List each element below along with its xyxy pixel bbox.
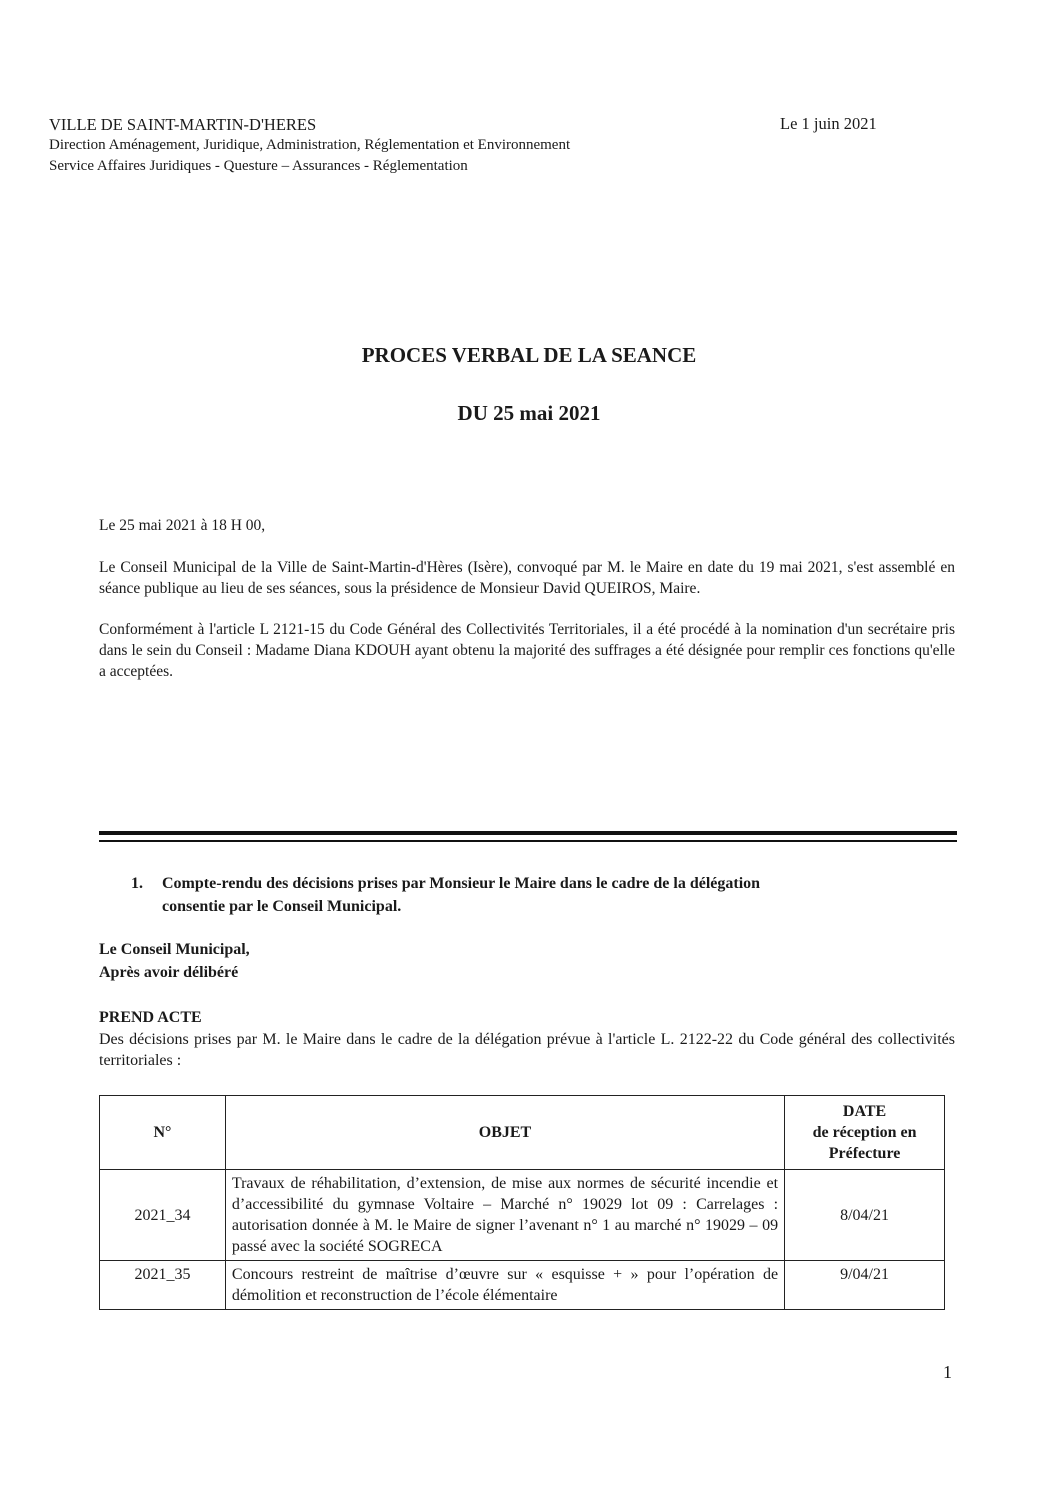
row-objet: Concours restreint de maîtrise d’œuvre sur « esquisse + » pour l’opération de démolition et reconstruction de l’école élémentaire	[225, 1261, 784, 1310]
row-date: 8/04/21	[785, 1170, 945, 1261]
section-title-line-1: Compte-rendu des décisions prises par Monsieur le Maire dans le cadre de la délégation	[162, 875, 761, 892]
section-divider-thin	[99, 840, 957, 842]
col-header-date-line-3: Préfecture	[828, 1145, 901, 1162]
col-header-date-line-1: DATE	[842, 1103, 887, 1120]
city-name: VILLE DE SAINT-MARTIN-D'HERES	[49, 115, 317, 134]
opening-line: Le 25 mai 2021 à 18 H 00,	[99, 517, 266, 534]
row-number: 2021_35	[100, 1261, 226, 1310]
document-title: PROCES VERBAL DE LA SEANCE	[361, 343, 697, 367]
table-row	[100, 1170, 945, 1261]
deliberated-label: Après avoir délibéré	[99, 964, 239, 981]
page-number: 1	[943, 1362, 952, 1382]
intro-paragraph-2: Conformément à l'article L 2121-15 du Code Général des Collectivités Territoriales, il a été procédé à la nomination d'un secrétaire pris dans le sein du Conseil : Madame Diana KDOUH ayant obtenu la majorité des suffrages a été désignée pour remplir ces fonctions qu'elle a acceptées.	[99, 621, 955, 680]
row-objet: Travaux de réhabilitation, d’extension, de mise aux normes de sécurité incendie et d’accessibilité du gymnase Voltaire – Marché n° 19029 lot 09 : Carrelages : autorisation donnée à M. le Maire de signer l’avenant n° 1 au marché n° 19029 – 09 passé avec la société SOGRECA	[225, 1170, 784, 1261]
row-number: 2021_34	[100, 1170, 226, 1261]
service-name: Service Affaires Juridiques - Questure – Assurances - Réglementation	[49, 158, 468, 174]
col-header-number: N°	[100, 1096, 226, 1170]
prend-acte-heading: PREND ACTE	[99, 1009, 202, 1026]
decisions-intro: Des décisions prises par M. le Maire dans le cadre de la délégation prévue à l'article L. 2122-22 du Code général des collectivités territoriales :	[99, 1031, 955, 1069]
section-number: 1.	[131, 875, 143, 892]
section-1-heading	[131, 872, 955, 918]
letterhead	[49, 114, 570, 177]
col-header-date-line-2: de réception en	[812, 1124, 917, 1141]
section-title-line-2: consentie par le Conseil Municipal.	[162, 898, 402, 915]
row-date: 9/04/21	[785, 1261, 945, 1310]
document-date: Le 1 juin 2021	[780, 114, 877, 133]
section-divider-thick	[99, 831, 957, 835]
table-row	[100, 1261, 945, 1310]
col-header-objet: OBJET	[225, 1096, 784, 1170]
direction-name: Direction Aménagement, Juridique, Administration, Réglementation et Environnement	[49, 137, 571, 153]
decisions-table	[99, 1095, 945, 1310]
document-subtitle: DU 25 mai 2021	[457, 401, 601, 425]
council-block	[99, 938, 955, 984]
col-header-date	[785, 1096, 945, 1170]
table-header-row	[100, 1096, 945, 1170]
intro-paragraph-1: Le Conseil Municipal de la Ville de Saint-Martin-d'Hères (Isère), convoqué par M. le Maire en date du 19 mai 2021, s'est assemblé en séance publique au lieu de ses séances, sous la présidence de Monsieur David QUEIROS, Maire.	[99, 559, 955, 597]
council-label: Le Conseil Municipal,	[99, 941, 250, 958]
